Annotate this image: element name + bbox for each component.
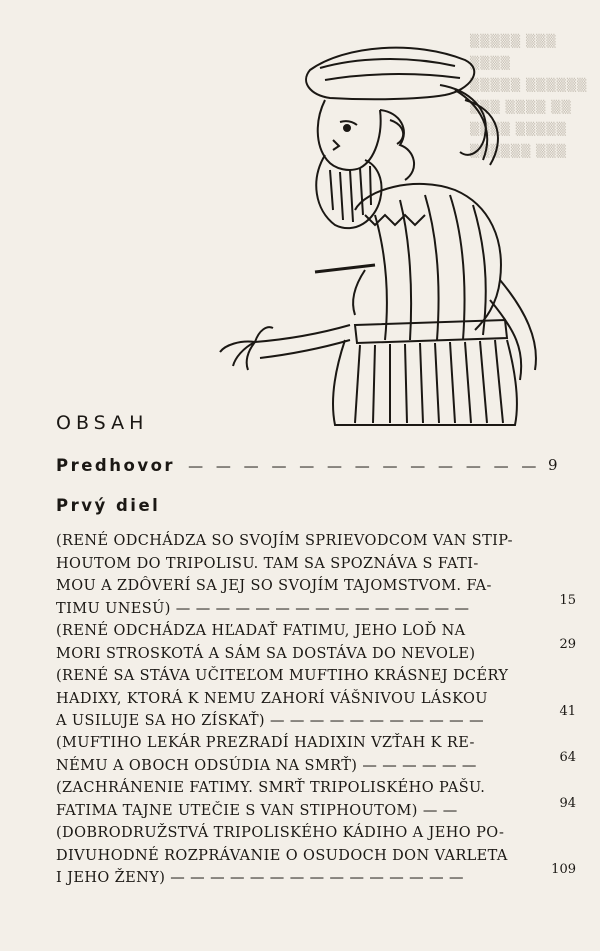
entry-line: (RENÉ ODCHÁDZA SO SVOJÍM SPRIEVODCOM VAN STIP- (56, 533, 513, 549)
toc-entry[interactable] (56, 732, 521, 777)
entry-page-number: 109 (551, 862, 576, 877)
entry-line: (ZACHRÁNENIE FATIMY. SMRŤ TRIPOLISKÉHO PAŠU. (56, 780, 486, 796)
toc-entry[interactable] (56, 530, 521, 620)
preface-page-number: 9 (548, 456, 558, 474)
toc-entry[interactable] (56, 665, 521, 733)
bleed-through-text: ▒▒▒▒▒ ▒▒▒ ▒▒▒▒ ▒▒▒▒▒ ▒▒▒▒▒▒ ▒▒▒ ▒▒▒▒ ▒▒ ▒▒▒▒ ▒▒▒▒▒ ▒▒▒▒▒▒ ▒▒▒ (470, 34, 588, 158)
entry-line: (MUFTIHO LEKÁR PREZRADÍ HADIXIN VZŤAH K RE- (56, 735, 475, 751)
entry-page-number: 41 (559, 704, 576, 719)
toc-title: OBSAH (56, 412, 149, 434)
entry-line: (RENÉ SA STÁVA UČITEĽOM MUFTIHO KRÁSNEJ DCÉRY (56, 668, 509, 684)
entry-line: HADIXY, KTORÁ K NEMU ZAHORÍ VÁŠNIVOU LÁSKOU (56, 690, 488, 707)
entry-page-number: 94 (559, 796, 576, 811)
entry-page-number: 29 (559, 637, 576, 652)
preface-dashes: — — — — — — — — — — — — — (188, 457, 541, 475)
toc-entry[interactable] (56, 777, 521, 822)
entry-line: TIMU UNESÚ) — — — — — — — — — — — — — — — (56, 600, 470, 617)
entry-line: (RENÉ ODCHÁDZA HĽADAŤ FATIMU, JEHO LOĎ NA (56, 623, 466, 639)
entry-line: FATIMA TAJNE UTEČIE S VAN STIPHOUTOM) — — (56, 802, 458, 819)
entry-line: A USILUJE SA HO ZÍSKAŤ) — — — — — — — — — — — (56, 713, 484, 729)
toc-entry[interactable] (56, 620, 521, 665)
entry-line: NÉMU A OBOCH ODSÚDIA NA SMRŤ) — — — — — — (56, 757, 477, 774)
entry-line: HOUTOM DO TRIPOLISU. TAM SA SPOZNÁVA S FATI- (56, 555, 479, 572)
entry-line: MORI STROSKOTÁ A SÁM SA DOSTÁVA DO NEVOLE) (56, 645, 476, 662)
entry-line: I JEHO ŽENY) — — — — — — — — — — — — — — — (56, 870, 464, 886)
entry-page-number: 15 (559, 593, 576, 608)
entry-line: MOU A ZDÔVERÍ SA JEJ SO SVOJÍM TAJOMSTVOM. FA- (56, 578, 492, 594)
entry-line: (DOBRODRUŽSTVÁ TRIPOLISKÉHO KÁDIHO A JEHO PO- (56, 825, 505, 841)
entry-line: DIVUHODNÉ ROZPRÁVANIE O OSUDOCH DON VARLETA (56, 847, 508, 864)
toc-preface[interactable] (56, 456, 540, 475)
woodcut-illustration (215, 40, 555, 440)
preface-label: Predhovor (56, 456, 176, 475)
entry-page-number: 64 (559, 750, 576, 765)
toc-entry[interactable] (56, 822, 521, 890)
part-heading: Prvý diel (56, 496, 161, 515)
